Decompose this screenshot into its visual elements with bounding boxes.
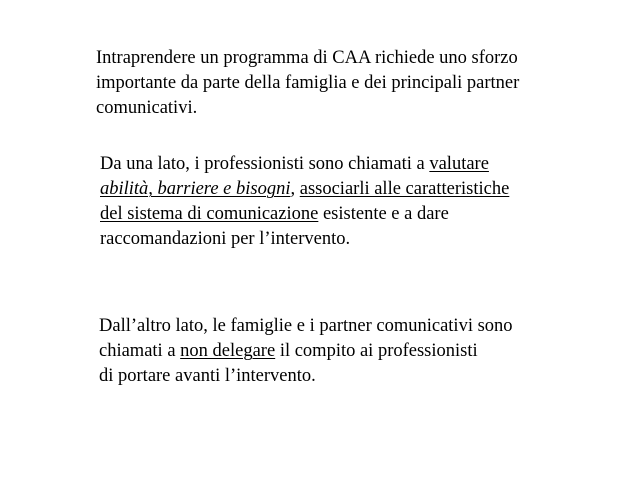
underlined-valutare: valutare bbox=[429, 154, 489, 174]
professionals-line-3 bbox=[100, 202, 509, 227]
families-line-2 bbox=[99, 339, 513, 364]
professionals-line-1 bbox=[100, 152, 509, 177]
families-line-1: Dall’altro lato, le famiglie e i partner comunicativi sono bbox=[99, 316, 513, 336]
intro-line-3: comunicativi. bbox=[96, 98, 198, 118]
underlined-sistema: del sistema di comunicazione bbox=[100, 204, 319, 224]
professionals-line-1-text: Da una lato, i professionisti sono chiamati a bbox=[100, 154, 430, 174]
underlined-non-delegare: non delegare bbox=[180, 341, 276, 361]
paragraph-families bbox=[99, 314, 513, 389]
professionals-line-2-comma: , bbox=[290, 179, 300, 199]
paragraph-professionals bbox=[100, 152, 509, 252]
professionals-line-4: raccomandazioni per l’intervento. bbox=[100, 229, 351, 249]
intro-line-2: importante da parte della famiglia e dei principali partner bbox=[96, 73, 520, 93]
families-line-2-before: chiamati a bbox=[99, 341, 181, 361]
professionals-line-2 bbox=[100, 177, 509, 202]
families-line-3: di portare avanti l’intervento. bbox=[99, 366, 316, 386]
intro-line-1: Intraprendere un programma di CAA richiede uno sforzo bbox=[96, 48, 518, 68]
underlined-italic-abilities: abilità, barriere e bisogni bbox=[100, 179, 291, 199]
professionals-line-3-text: esistente e a dare bbox=[318, 204, 449, 224]
underlined-associarli: associarli alle caratteristiche bbox=[299, 179, 510, 199]
paragraph-intro bbox=[96, 46, 519, 121]
families-line-2-after: il compito ai professionisti bbox=[275, 341, 478, 361]
